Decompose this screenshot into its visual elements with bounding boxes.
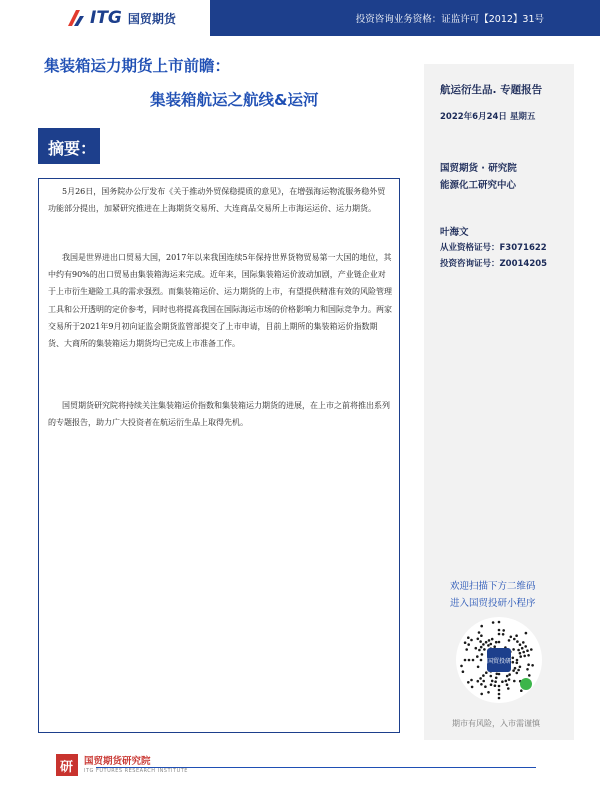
abstract-label-tag: [38, 128, 100, 164]
abstract-paragraph-3: 国贸期货研究院将持续关注集装箱运价指数和集装箱运力期货的进展，在上市之前将推出系列的专题报告，助力广大投资者在航运衍生品上取得先机。: [48, 401, 390, 428]
footer-institute-name: 国贸期货研究院: [84, 756, 151, 767]
report-date: 2022年6月24日 星期五: [440, 112, 536, 122]
institution-name: 国贸期货 · 研究院: [440, 163, 517, 174]
logo-cn: 国贸期货: [127, 11, 176, 26]
advisory-cert: 投资咨询证号：Z0014205: [440, 259, 548, 269]
report-title-line2: 集装箱航运之航线&运河: [150, 91, 319, 109]
scan-prompt-2: 进入国贸投研小程序: [450, 598, 536, 609]
scan-prompt-1: 欢迎扫描下方二维码: [450, 581, 536, 592]
abstract-label: 摘要：: [48, 139, 97, 158]
abstract-paragraph-2: 我国是世界进出口贸易大国，2017年以来我国连续5年保持世界货物贸易第一大国的地位，其中约有90%的出口贸易由集装箱海运来完成。近年来，国际集装箱运价波动加剧，产业链企业对于上市衍生避险工具的需求强烈。而集装箱运价、运力期货的上市，有望提供精准有效的风险管理工具和公开透明的定价参考，同时也将提高我国在国际海运市场的价格影响力和国际竞争力。两家交易所于2021年9月初向证监会期货监管部提交了上市申请，目前上期所的集装箱运价指数期货、大商所的集装箱运力期货均已完成上市准备工作。: [48, 253, 392, 349]
research-institute-logo-icon: [56, 754, 78, 776]
footer-divider: [96, 767, 536, 768]
report-type: 航运衍生品. 专题报告: [440, 84, 543, 96]
research-center: 能源化工研究中心: [440, 180, 517, 191]
abstract-paragraph-1: 5月26日，国务院办公厅发布《关于推动外贸保稳提质的意见》，在增强海运物流服务稳外贸功能部分提出，加紧研究推进在上海期货交易所、大连商品交易所上市海运运价、运力期货。: [48, 187, 386, 214]
license-text: 投资咨询业务资格：证监许可【2012】31号: [355, 14, 544, 25]
abstract-content-box: [38, 178, 400, 733]
logo-char: 研: [60, 760, 74, 775]
risk-warning: 期市有风险，入市需谨慎: [452, 719, 540, 728]
sidebar: [424, 64, 574, 740]
qr-center-label: 国贸投研: [486, 658, 512, 665]
mini-program-qr-code[interactable]: [455, 616, 543, 704]
footer-institute-name-en: ITG FUTURES RESEARCH INSTITUTE: [84, 768, 188, 774]
itg-logo-icon: [66, 8, 86, 28]
itg-logo: [66, 8, 176, 28]
author-name: 叶海文: [440, 227, 469, 238]
logo-text: ITG: [90, 8, 122, 28]
report-title-line1: 集装箱运力期货上市前瞻：: [44, 57, 231, 75]
logo-area: [0, 0, 210, 36]
practice-cert: 从业资格证号：F3071622: [440, 243, 547, 253]
